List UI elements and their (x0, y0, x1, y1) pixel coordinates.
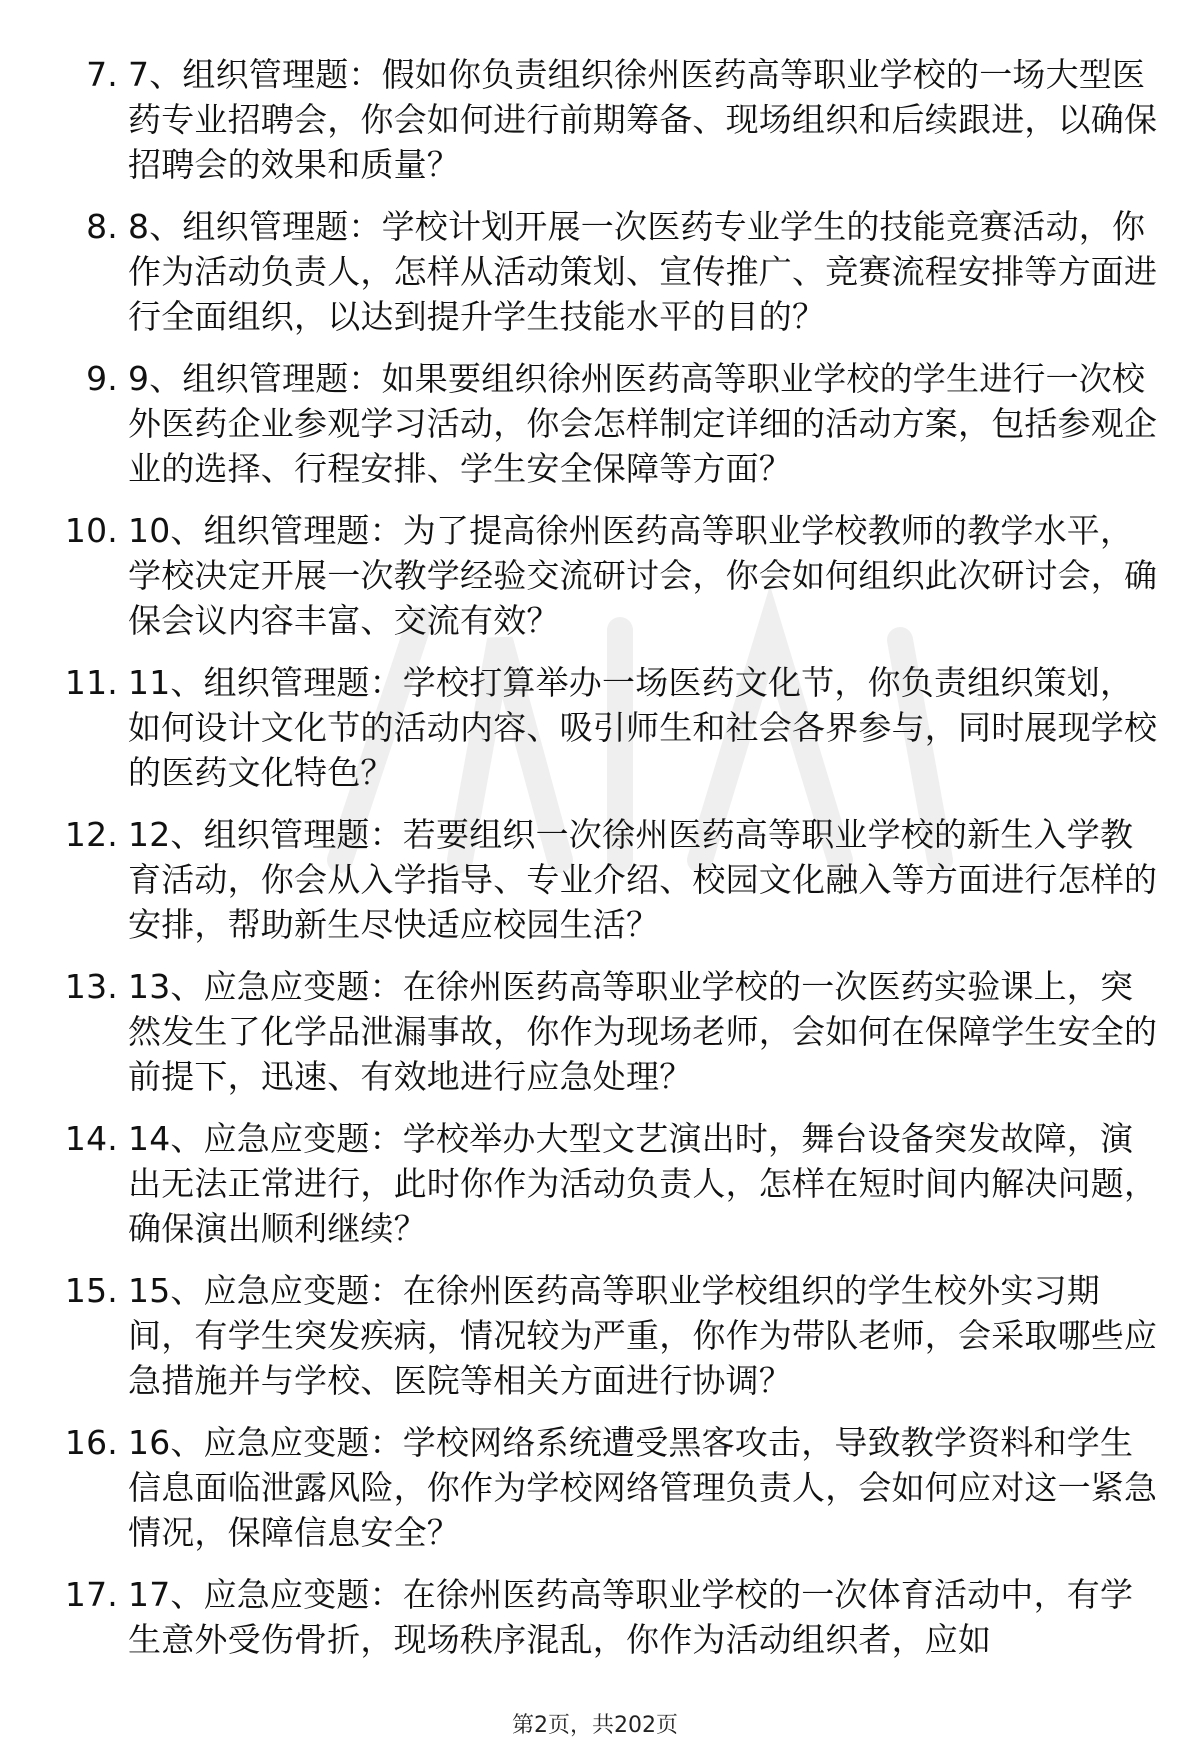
question-number: 13. (64, 967, 118, 1006)
question-item (56, 1268, 1166, 1403)
question-text: 15、应急应变题：在徐州医药高等职业学校组织的学生校外实习期间，有学生突发疾病，情况较为严重，你作为带队老师，会采取哪些应急措施并与学校、医院等相关方面进行协调？ (128, 1271, 1158, 1400)
question-text: 8、组织管理题：学校计划开展一次医药专业学生的技能竞赛活动，你作为活动负责人，怎样从活动策划、宣传推广、竞赛流程安排等方面进行全面组织，以达到提升学生技能水平的目的？ (128, 207, 1158, 336)
question-item (56, 52, 1166, 187)
question-text: 13、应急应变题：在徐州医药高等职业学校的一次医药实验课上，突然发生了化学品泄漏事故，你作为现场老师，会如何在保障学生安全的前提下，迅速、有效地进行应急处理？ (128, 967, 1158, 1096)
question-text: 16、应急应变题：学校网络系统遭受黑客攻击，导致教学资料和学生信息面临泄露风险，你作为学校网络管理负责人，会如何应对这一紧急情况，保障信息安全？ (128, 1423, 1158, 1552)
question-text: 11、组织管理题：学校打算举办一场医药文化节，你负责组织策划，如何设计文化节的活动内容、吸引师生和社会各界参与，同时展现学校的医药文化特色？ (128, 663, 1158, 792)
question-item (56, 1572, 1166, 1662)
question-number: 14. (64, 1119, 118, 1158)
question-text: 17、应急应变题：在徐州医药高等职业学校的一次体育活动中，有学生意外受伤骨折，现场秩序混乱，你作为活动组织者，应如 (128, 1575, 1134, 1659)
question-item (56, 660, 1166, 795)
page-footer: 第2页，共202页 (512, 1713, 678, 1738)
question-item (56, 204, 1166, 339)
question-text: 10、组织管理题：为了提高徐州医药高等职业学校教师的教学水平，学校决定开展一次教学经验交流研讨会，你会如何组织此次研讨会，确保会议内容丰富、交流有效？ (128, 511, 1158, 640)
question-number: 16. (64, 1423, 118, 1462)
question-item (56, 812, 1166, 947)
question-item (56, 356, 1166, 491)
question-number: 15. (64, 1271, 118, 1310)
question-text: 12、组织管理题：若要组织一次徐州医药高等职业学校的新生入学教育活动，你会从入学指导、专业介绍、校园文化融入等方面进行怎样的安排，帮助新生尽快适应校园生活？ (128, 815, 1158, 944)
question-number: 17. (64, 1575, 118, 1614)
question-text: 14、应急应变题：学校举办大型文艺演出时，舞台设备突发故障，演出无法正常进行，此时你作为活动负责人，怎样在短时间内解决问题，确保演出顺利继续？ (128, 1119, 1158, 1248)
question-item (56, 964, 1166, 1099)
question-number: 10. (64, 511, 118, 550)
question-item (56, 1420, 1166, 1555)
question-number: 8. (86, 207, 118, 246)
question-number: 11. (64, 663, 118, 702)
question-item (56, 508, 1166, 643)
question-item (56, 1116, 1166, 1251)
question-text: 7、组织管理题：假如你负责组织徐州医药高等职业学校的一场大型医药专业招聘会，你会如何进行前期筹备、现场组织和后续跟进，以确保招聘会的效果和质量？ (128, 55, 1158, 184)
question-text: 9、组织管理题：如果要组织徐州医药高等职业学校的学生进行一次校外医药企业参观学习活动，你会怎样制定详细的活动方案，包括参观企业的选择、行程安排、学生安全保障等方面？ (128, 359, 1158, 488)
question-list (56, 52, 1166, 1679)
question-number: 7. (86, 55, 118, 94)
question-number: 9. (86, 359, 118, 398)
question-number: 12. (64, 815, 118, 854)
